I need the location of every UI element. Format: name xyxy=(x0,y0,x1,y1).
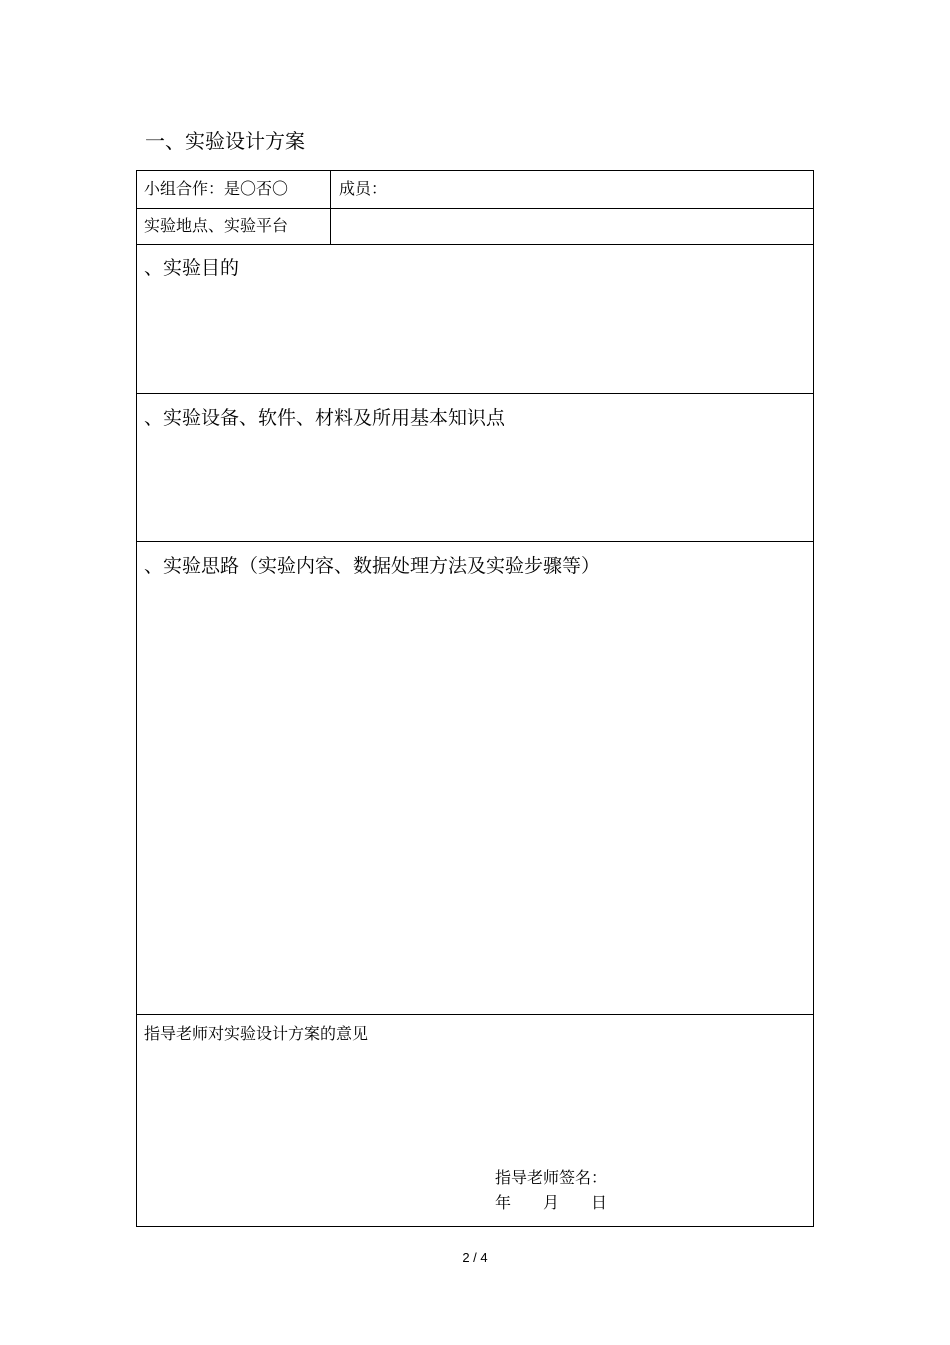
location-label: 实验地点、实验平台 xyxy=(144,216,289,235)
members-label: 成员： xyxy=(339,179,388,198)
approach-section[interactable] xyxy=(136,541,814,1015)
members-cell[interactable] xyxy=(330,170,814,209)
purpose-section[interactable] xyxy=(136,244,814,394)
location-value-cell[interactable] xyxy=(330,208,814,245)
equipment-section[interactable] xyxy=(136,393,814,542)
page-number: 2 / 4 xyxy=(462,1250,488,1265)
location-cell xyxy=(136,208,331,245)
teacher-opinion-section[interactable] xyxy=(136,1014,814,1227)
approach-label: 、实验思路（实验内容、数据处理方法及实验步骤等） xyxy=(144,555,601,577)
group-cooperation-cell xyxy=(136,170,331,209)
group-cooperation-label: 小组合作：是〇否〇 xyxy=(144,179,289,198)
equipment-label: 、实验设备、软件、材料及所用基本知识点 xyxy=(144,407,506,429)
date-line: 年 月 日 xyxy=(495,1193,608,1212)
section-heading: 一、实验设计方案 xyxy=(145,129,305,153)
teacher-opinion-label: 指导老师对实验设计方案的意见 xyxy=(144,1024,369,1043)
purpose-label: 、实验目的 xyxy=(144,257,240,279)
teacher-signature-label: 指导老师签名： xyxy=(495,1168,608,1187)
